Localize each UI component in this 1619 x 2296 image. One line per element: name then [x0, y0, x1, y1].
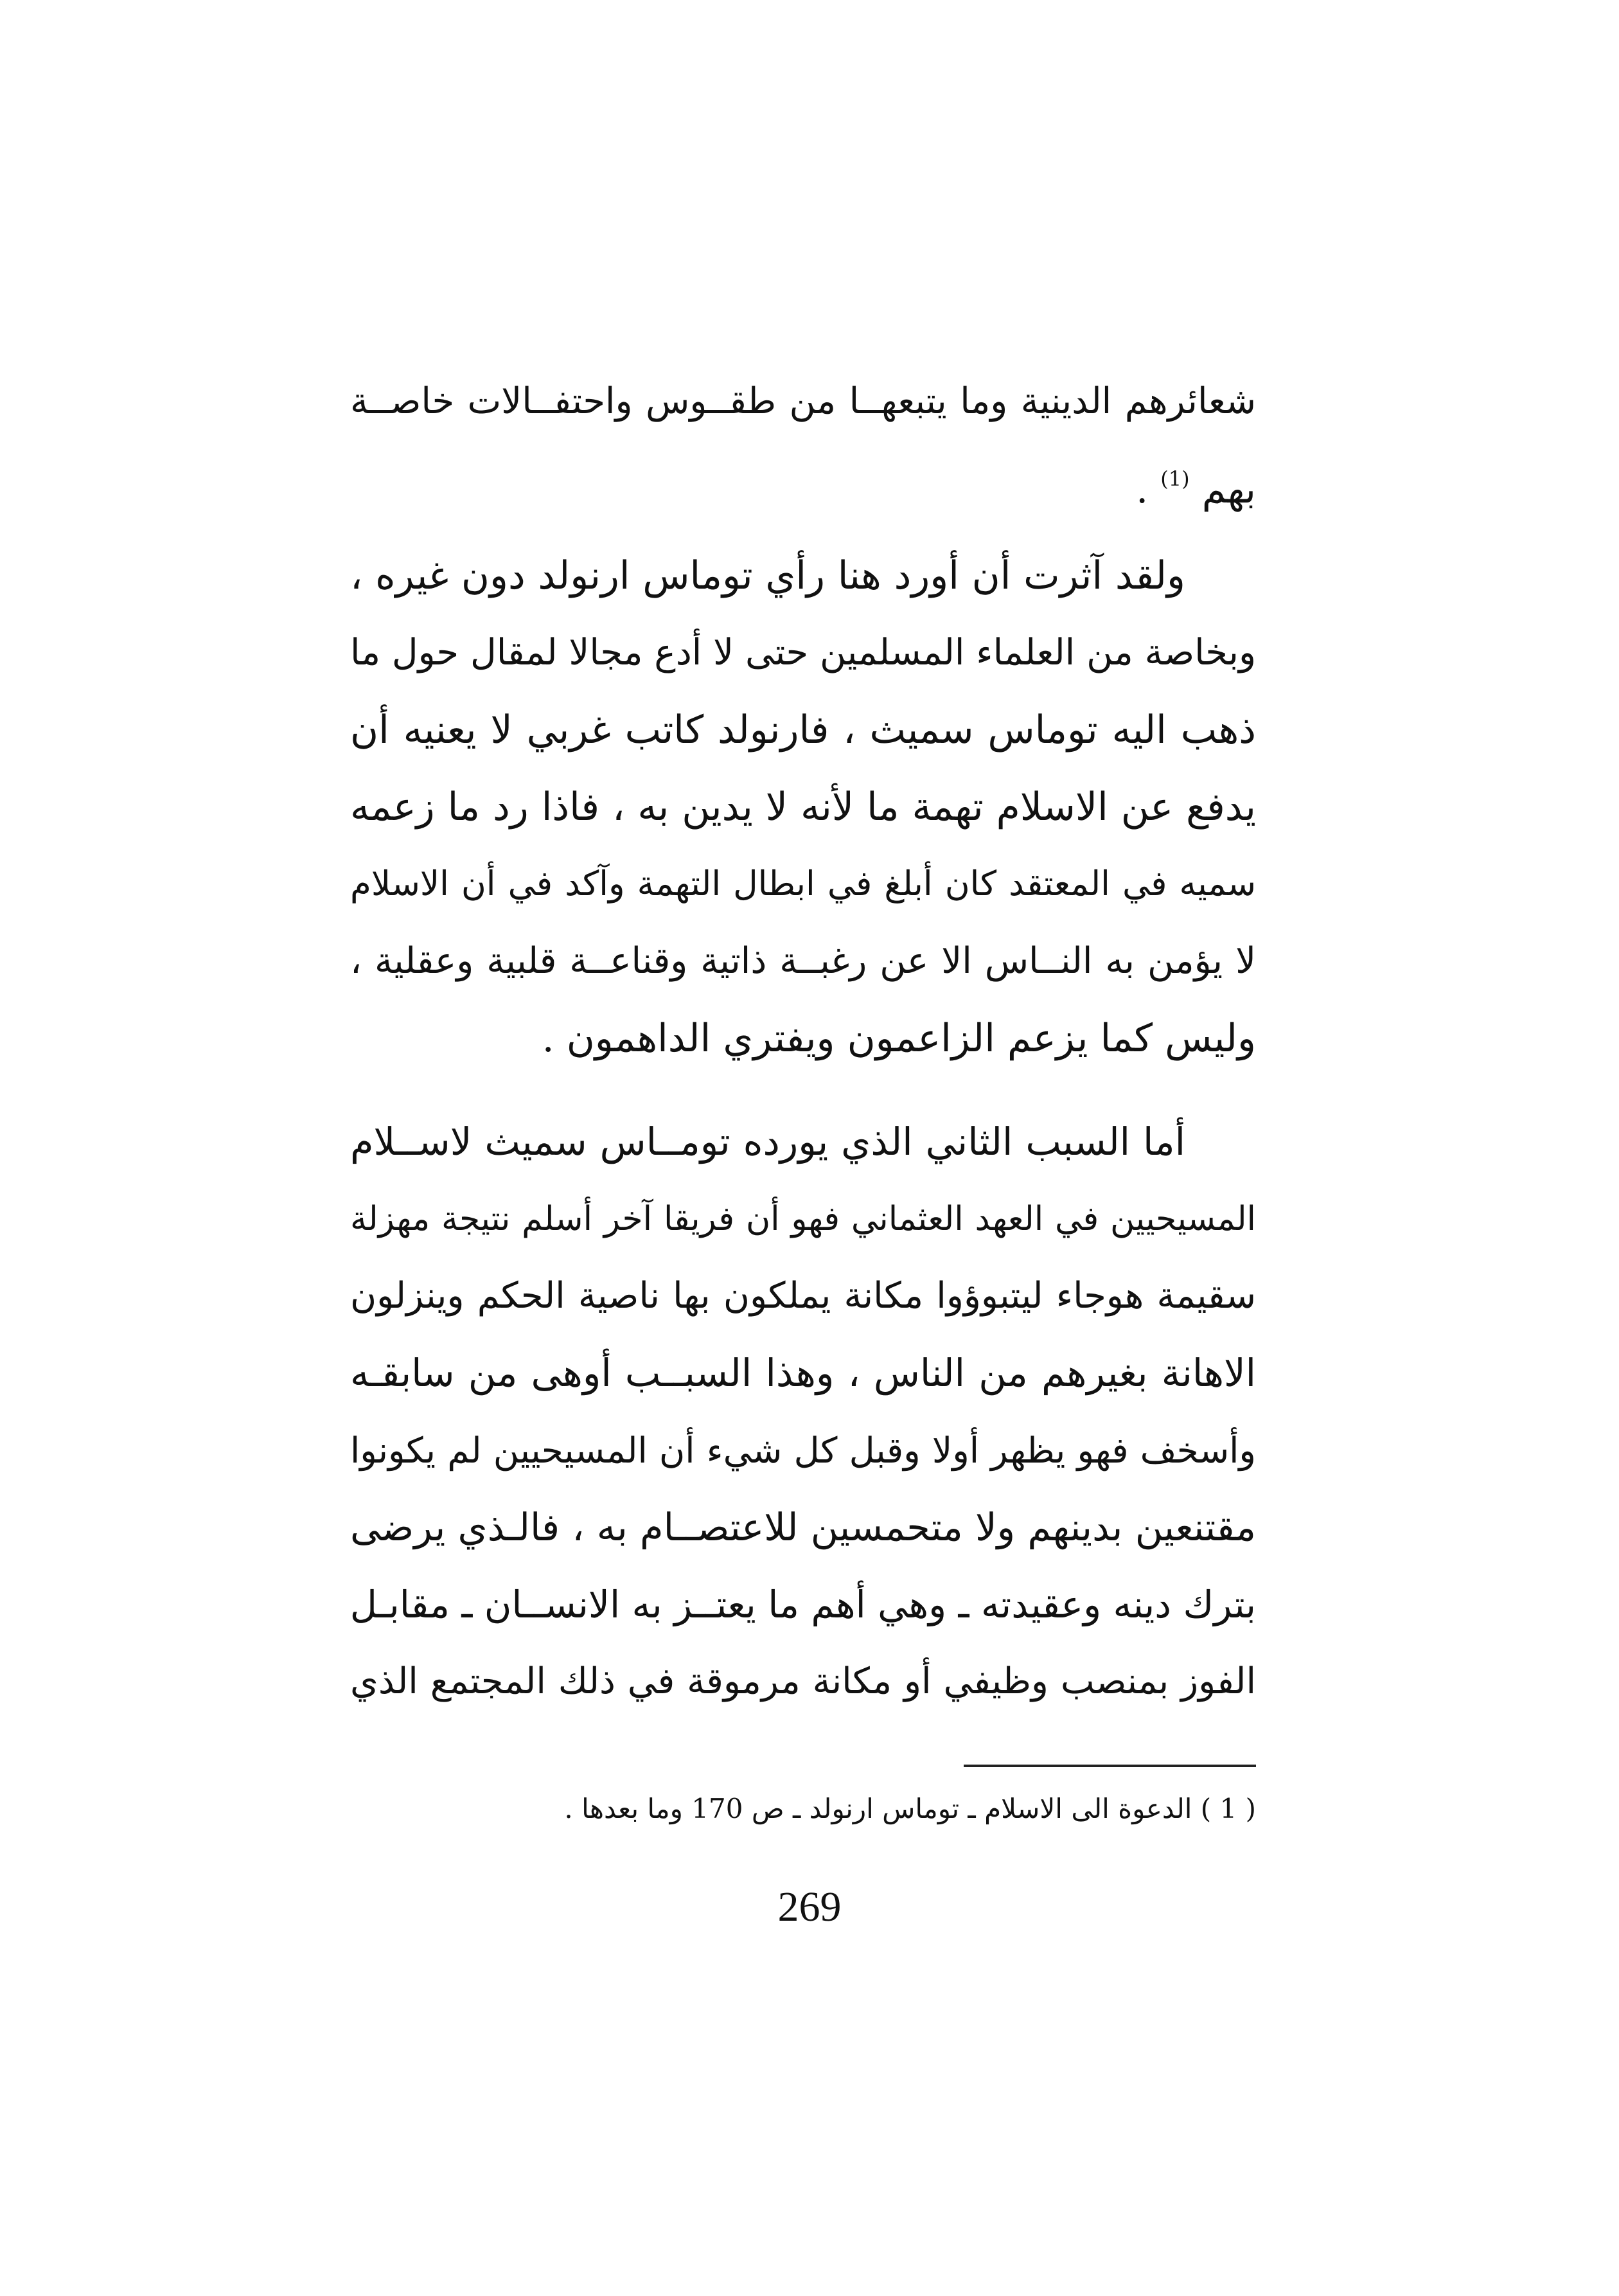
- text-line: لا يؤمن به النــاس الا عن رغبــة ذاتية وقناعــة قلبية وعقلية ،: [350, 940, 1256, 982]
- text-line: شعائرهم الدينية وما يتبعهــا من طقــوس واحتفــالات خاصــة: [350, 380, 1256, 422]
- footnote-reference: (1): [1160, 467, 1190, 491]
- intro-paragraph: [350, 363, 1256, 517]
- text-line: أما السبب الثاني الذي يورده تومــاس سميث لاســلام: [350, 1119, 1185, 1164]
- text-line: بترك دينه وعقيدته ـ وهي أهم ما يعتــز به الانســان ـ مقابـل: [349, 1583, 1256, 1626]
- text-line: الفوز بمنصب وظيفي أو مكانة مرموقة في ذلك المجتمع الذي: [350, 1660, 1256, 1702]
- text-line: يدفع عن الاسلام تهمة ما لأنه لا يدين به ، فاذا رد ما زعمه: [350, 785, 1256, 830]
- sentence-end: .: [1136, 467, 1149, 512]
- page-number: 269: [777, 1883, 842, 1930]
- text-line: سقيمة هوجاء ليتبوؤوا مكانة يملكون بها ناصية الحكم وينزلون: [350, 1275, 1256, 1317]
- text-line: وبخاصة من العلماء المسلمين حتى لا أدع مجالا لمقال حول ما: [350, 632, 1256, 673]
- text-line: المسيحيين في العهد العثماني فهو أن فريقا آخر أسلم نتيجة مهزلة: [350, 1200, 1256, 1238]
- text-line: وأسخف فهو يظهر أولا وقبل كل شيء أن المسيحيين لم يكونوا: [350, 1430, 1256, 1471]
- text-line: ولقد آثرت أن أورد هنا رأي توماس ارنولد دون غيره ،: [350, 553, 1185, 598]
- text-line: وليس كما يزعم الزاعمون ويفتري الداهمون .: [542, 1016, 1256, 1061]
- text-line: الاهانة بغيرهم من الناس ، وهذا السبــب أوهى من سابقـه: [350, 1351, 1256, 1395]
- text-line: مقتنعين بدينهم ولا متحمسين للاعتصــام به ، فالـذي يرضى: [350, 1505, 1256, 1549]
- footnote-separator: [964, 1765, 1256, 1767]
- paragraph-second-reason: [350, 1103, 1256, 1720]
- text-line: ذهب اليه توماس سميث ، فارنولد كاتب غربي لا يعنيه أن: [350, 707, 1256, 752]
- text-line-with-footnote: [350, 440, 1256, 517]
- text-line-word: بهم: [1201, 467, 1256, 512]
- text-line: سميه في المعتقد كان أبلغ في ابطال التهمة وآكد في أن الاسلام: [350, 864, 1256, 903]
- paragraph-arnold-opinion: [350, 537, 1256, 1077]
- footnote: ( 1 ) الدعوة الى الاسلام ـ توماس ارنولد ـ ص 170 وما بعدها .: [564, 1793, 1256, 1824]
